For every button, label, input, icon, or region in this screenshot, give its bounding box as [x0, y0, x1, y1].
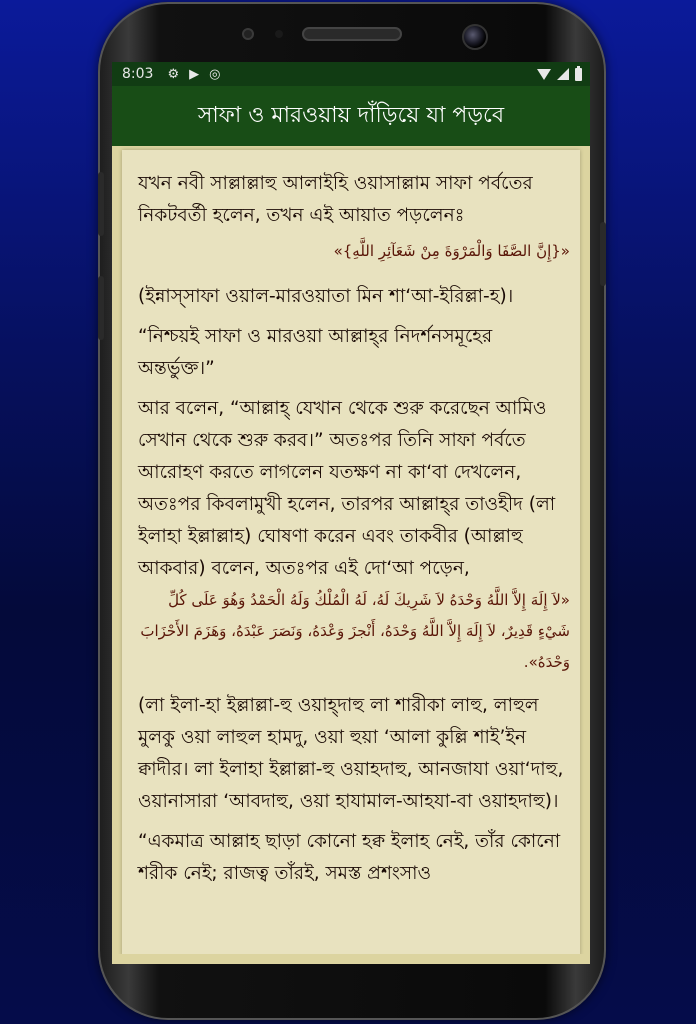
- gear-icon: ⚙: [167, 66, 180, 82]
- page-bottom-edge: [112, 954, 590, 964]
- wifi-icon: [537, 69, 551, 80]
- reading-page[interactable]: [122, 150, 580, 956]
- paragraph-intro: যখন নবী সাল্লাল্লাহু আলাইহি ওয়াসাল্লাম সাফা পর্বতের নিকটবর্তী হলেন, তখন এই আয়াত পড়লেনঃ: [138, 173, 533, 226]
- power-button: [600, 222, 606, 286]
- sync-icon: ◎: [209, 66, 221, 82]
- proximity-sensor-icon: [275, 30, 283, 38]
- status-bar: [112, 62, 590, 86]
- content-area[interactable]: [112, 146, 590, 964]
- earpiece-speaker: [302, 27, 402, 41]
- app-title-bar: [112, 86, 590, 146]
- paragraph-transliteration: (ইন্নাস্সাফা ওয়াল-মারওয়াতা মিন শা‘আ-ইরিল্লা-হ)।: [138, 286, 514, 307]
- sensor-icon: [242, 28, 254, 40]
- arabic-verse: «{إِنَّ الصَّفَا وَالْمَرْوَةَ مِنْ شَعَآئِرِ اللَّهِ}»: [333, 242, 570, 260]
- volume-button: [98, 172, 104, 236]
- signal-icon: [557, 68, 569, 80]
- page-title: সাফা ও মারওয়ায় দাঁড়িয়ে যা পড়বে: [197, 102, 505, 128]
- front-camera-icon: [462, 24, 488, 50]
- paragraph-dua-transliteration: (লা ইলা-হা ইল্লাল্লা-হু ওয়াহ্‌দাহু লা শারীকা লাহু, লাহুল মুলকু ওয়া লাহুল হামদু, ওয়া হুয়া ‘আলা কুল্লি শাই’ইন ক্বাদীর। লা ইলাহা ইল্লাল্লা-হু ওয়াহদাহু, আনজাযা ওয়া‘দাহু, ওয়ানাসারা ‘আবদাহু, ওয়া হাযামাল-আহযা-বা ওয়াহদাহু)।: [138, 695, 564, 812]
- arabic-dua: «لاَ إِلَهَ إِلاَّ اللَّهُ وَحْدَهُ لاَ شَرِيكَ لَهُ، لَهُ الْمُلْكُ وَلَهُ الْحَمْدُ وَهُوَ عَلَى كُلِّ شَيْءٍ قَدِيرٌ، لاَ إِلَهَ إِلاَّ اللَّهُ وَحْدَهُ، أَنْجزَ وَعْدَهُ، وَنَصَرَ عَبْدَهُ، وَهَزَمَ الأَحْزَابَ وَحْدَهُ».: [140, 591, 570, 671]
- screen: [112, 62, 590, 964]
- paragraph-dua-translation: “একমাত্র আল্লাহ ছাড়া কোনো হক্ব ইলাহ নেই, তাঁর কোনো শরীক নেই; রাজত্ব তাঁরই, সমস্ত প্রশংসাও: [138, 831, 561, 884]
- battery-icon: [575, 68, 582, 81]
- bixby-button: [98, 276, 104, 340]
- play-store-icon: ▶: [189, 66, 200, 82]
- status-time: 8:03: [122, 66, 154, 82]
- paragraph-translation: “নিশ্চয়ই সাফা ও মারওয়া আল্লাহ্‌র নিদর্শনসমূহের অন্তর্ভুক্ত।”: [138, 326, 493, 379]
- paragraph-narration: আর বলেন, “আল্লাহ্‌ যেখান থেকে শুরু করেছেন আমিও সেখান থেকে শুরু করব।” অতঃপর তিনি সাফা পর্বতে আরোহণ করতে লাগলেন যতক্ষণ না কা‘বা দেখলেন, অতঃপর কিবলামুখী হলেন, তারপর আল্লাহ্‌র তাওহীদ (লা ইলাহা ইল্লাল্লাহ) ঘোষণা করেন এবং তাকবীর (আল্লাহু আকবার) বলেন, অতঃপর এই দো‘আ পড়েন,: [138, 398, 556, 579]
